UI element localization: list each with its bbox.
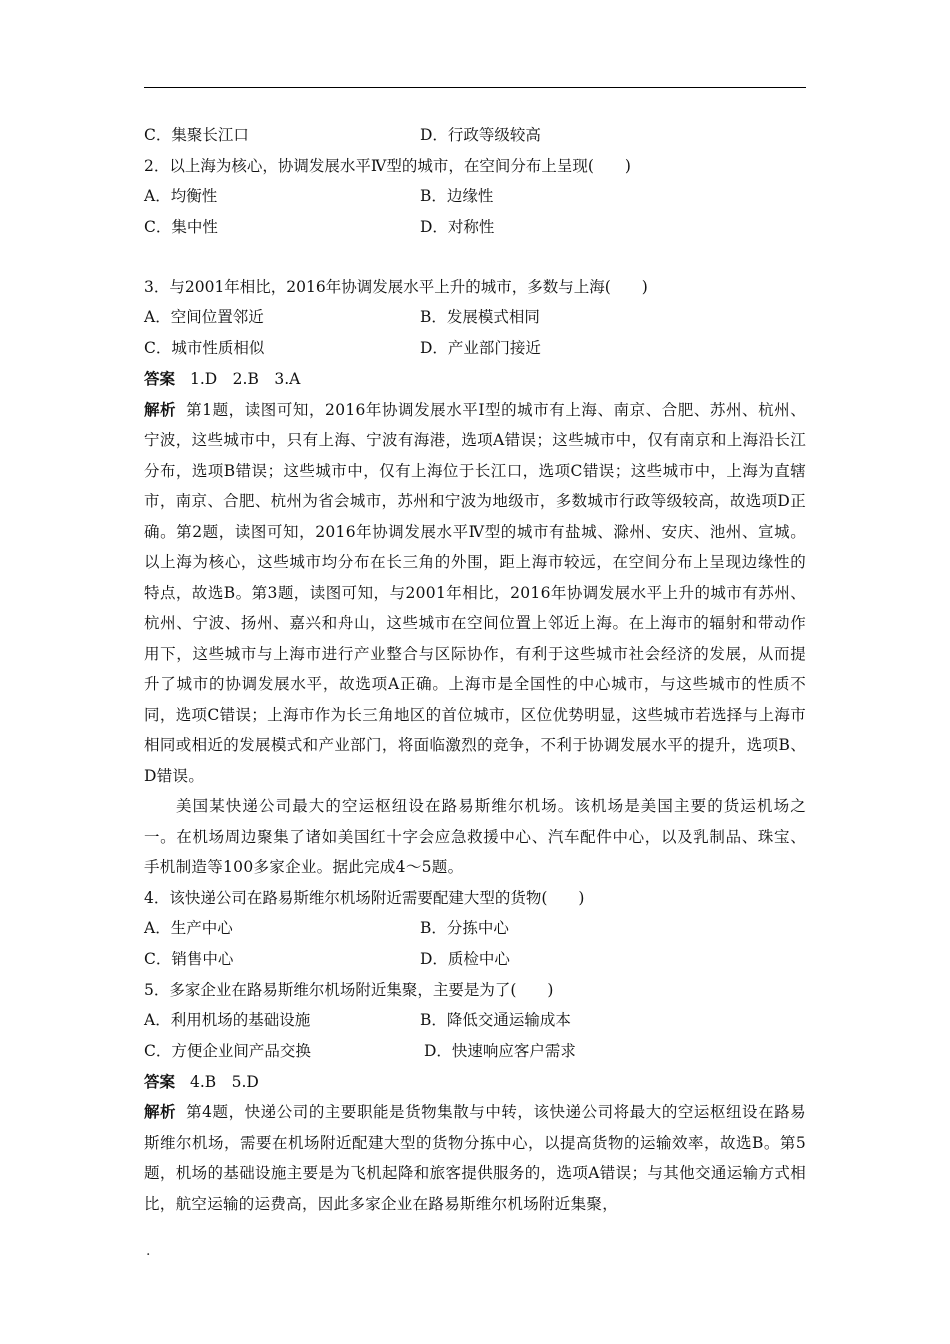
q2-option-d: D．对称性 xyxy=(420,218,495,237)
q4-option-c: C．销售中心 xyxy=(144,949,234,968)
q1-options-cd xyxy=(144,120,806,151)
q4-option-d: D．质检中心 xyxy=(420,949,510,968)
q4-options-cd xyxy=(144,944,806,975)
answer-label: 答案 xyxy=(144,1071,176,1091)
q2-stem: 2．以上海为核心，协调发展水平Ⅳ型的城市，在空间分布上呈现( ) xyxy=(144,156,631,175)
q4-stem: 4．该快递公司在路易斯维尔机场附近需要配建大型的货物( ) xyxy=(144,888,585,907)
footer-mark: . xyxy=(146,1243,151,1259)
document-body xyxy=(144,120,806,1219)
q5-option-b: B．降低交通运输成本 xyxy=(420,1011,571,1030)
q3-stem: 3．与2001年相比，2016年协调发展水平上升的城市，多数与上海( ) xyxy=(144,277,648,296)
analysis-text: 第1题，读图可知，2016年协调发展水平Ⅰ型的城市有上海、南京、合肥、苏州、杭州、宁波，这些城市中，只有上海、宁波有海港，选项A错误；这些城市中，仅有南京和上海沿长江分布，选项B错误；这些城市中，仅有上海位于长江口，选项C错误；这些城市中，上海为直辖市，南京、合肥、杭州为省会城市，苏州和宁波为地级市，多数城市行政等级较高，故选项D正确。第2题，读图可知，2016年协调发展水平Ⅳ型的城市有盐城、滁州、安庆、池州、宣城。以上海为核心，这些城市均分布在长三角的外围，距上海市较远，在空间分布上呈现边缘性的特点，故选B。第3题，读图可知，与2001年相比，2016年协调发展水平上升的城市有苏州、杭州、宁波、扬州、嘉兴和舟山，这些城市在空间位置上邻近上海。在上海市的辐射和带动作用下，这些城市与上海市进行产业整合与区际协作，有利于这些城市社会经济的发展，从而提升了城市的协调发展水平，故选项A正确。上海市是全国性的中心城市，与这些城市的性质不同，选项C错误；上海市作为长三角地区的首位城市，区位优势明显，这些城市若选择与上海市相同或相近的发展模式和产业部门，将面临激烈的竞争，不利于协调发展水平的提升，选项B、D错误。 xyxy=(144,400,806,785)
q3-options-cd xyxy=(144,333,806,364)
q5-options-ab xyxy=(144,1005,806,1036)
q4-option-b: B．分拣中心 xyxy=(420,919,509,938)
q1-option-c: C．集聚长江口 xyxy=(144,126,249,144)
q3-option-c: C．城市性质相似 xyxy=(144,339,265,358)
q2-option-a: A．均衡性 xyxy=(144,187,218,206)
passage-4-5: 美国某快递公司最大的空运枢纽设在路易斯维尔机场。该机场是美国主要的货运机场之一。在机场周边聚集了诸如美国红十字会应急救援中心、汽车配件中心，以及乳制品、珠宝、手机制造等100多家企业。据此完成4～5题。 xyxy=(144,797,806,876)
q3-option-b: B．发展模式相同 xyxy=(420,308,540,327)
q3-options-ab xyxy=(144,302,806,333)
q5-option-d: D．快速响应客户需求 xyxy=(424,1041,576,1060)
answer-text: 1.D 2.B 3.A xyxy=(189,369,301,388)
q4-option-a: A．生产中心 xyxy=(144,919,233,938)
q2-options-ab xyxy=(144,181,806,212)
header-rule xyxy=(144,87,806,88)
q2-option-b: B．边缘性 xyxy=(420,187,494,206)
q5-options-cd xyxy=(144,1036,806,1067)
q1-option-d: D．行政等级较高 xyxy=(420,126,541,144)
analysis-text: 第4题，快递公司的主要职能是货物集散与中转，该快递公司将最大的空运枢纽设在路易斯维尔机场，需要在机场附近配建大型的货物分拣中心，以提高货物的运输效率，故选B。第5题，机场的基础设施主要是为飞机起降和旅客提供服务的，选项A错误；与其他交通运输方式相比，航空运输的运费高，因此多家企业在路易斯维尔机场附近集聚， xyxy=(144,1103,806,1213)
answer-text: 4.B 5.D xyxy=(189,1072,259,1091)
q5-option-a: A．利用机场的基础设施 xyxy=(144,1011,311,1030)
analysis-4-5 xyxy=(144,1097,806,1219)
answer-4-5 xyxy=(144,1067,806,1098)
analysis-label: 解析 xyxy=(144,1102,177,1122)
q2-options-cd xyxy=(144,212,806,243)
analysis-label: 解析 xyxy=(144,399,177,419)
q3-option-a: A．空间位置邻近 xyxy=(144,308,264,327)
answer-1-3 xyxy=(144,364,806,395)
q5-option-c: C．方便企业间产品交换 xyxy=(144,1041,311,1060)
q2-option-c: C．集中性 xyxy=(144,218,218,237)
q3-option-d: D．产业部门接近 xyxy=(420,339,541,358)
answer-label: 答案 xyxy=(144,368,176,388)
q4-options-ab xyxy=(144,913,806,944)
spacer xyxy=(144,243,806,272)
analysis-1-3 xyxy=(144,395,806,792)
q5-stem: 5．多家企业在路易斯维尔机场附近集聚，主要是为了( ) xyxy=(144,980,554,999)
